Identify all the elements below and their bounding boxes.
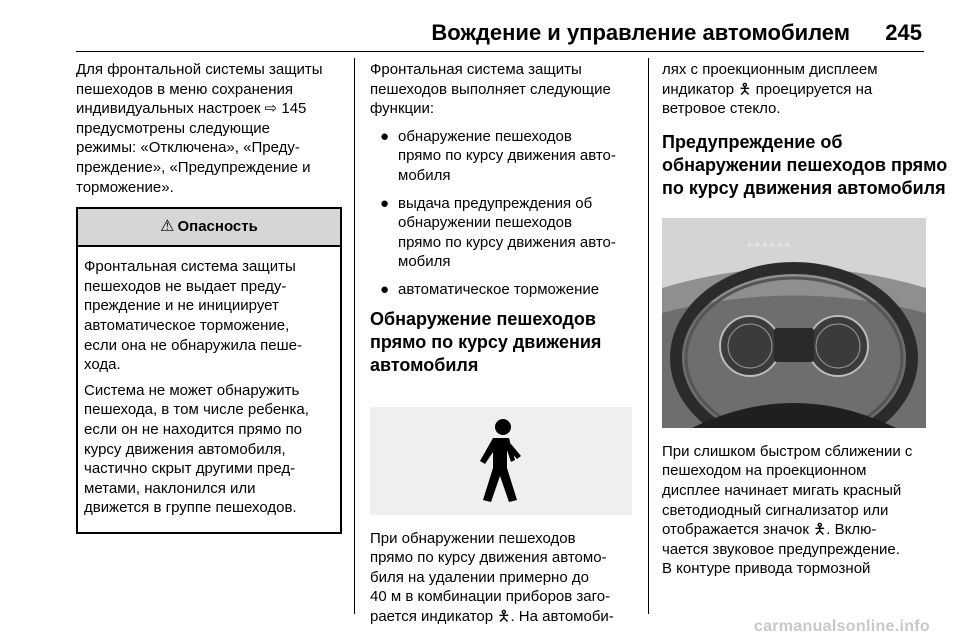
text-line: светодиодный сигнализатор или: [662, 501, 889, 519]
watermark: carmanualsonline.info: [753, 618, 930, 635]
danger-header: [78, 209, 340, 247]
text-line: частично скрыт другими пред-: [84, 460, 296, 478]
text-line: автоматическое торможение: [398, 280, 600, 298]
text-line: При обнаружении пешеходов: [370, 529, 576, 547]
list-item: [370, 280, 642, 300]
text-line: автоматическое торможение,: [84, 316, 290, 334]
text-line: индикатор 🯅 проецируется на: [662, 80, 873, 98]
paragraph: [370, 529, 642, 627]
pedestrian-icon: [471, 416, 531, 506]
heading-line: обнаружении пешеходов прямо: [662, 154, 948, 175]
heading-line: Предупреждение об: [662, 131, 843, 152]
paragraph: [662, 442, 928, 579]
list-item: [370, 127, 642, 186]
text-line: обнаружение пешеходов: [398, 127, 572, 145]
page-header: [0, 0, 960, 52]
text-line: функции:: [370, 100, 435, 118]
text-line: отображается значок 🯅. Вклю-: [662, 521, 877, 539]
text-line: Для фронтальной системы защиты: [76, 61, 323, 78]
text-line: пешеходов выполняет следующие: [370, 80, 611, 98]
text-line: преждение и не инициирует: [84, 297, 279, 315]
column-middle: [370, 60, 642, 627]
text-line: мобиля: [398, 253, 451, 271]
text-line: индивидуальных настроек ⇨ 145: [76, 100, 307, 118]
text-line: дисплее начинает мигать красный: [662, 481, 902, 499]
text-line: выдача предупреждения об: [398, 194, 593, 212]
heading-line: прямо по курсу движения: [370, 331, 602, 352]
danger-paragraph: [84, 257, 334, 375]
text-line: 40 м в комбинации приборов заго-: [370, 588, 611, 606]
text-line: курсу движения автомобиля,: [84, 440, 286, 458]
danger-title: Опасность: [177, 218, 258, 236]
text-line: если он не находится прямо по: [84, 420, 303, 438]
column-divider: [648, 58, 649, 614]
text-line: прямо по курсу движения автомо-: [370, 549, 607, 567]
text-line: хода.: [84, 356, 121, 374]
intro-paragraph: [370, 60, 642, 119]
page-title: Вождение и управление автомобилем: [431, 20, 850, 45]
text-line: Фронтальная система защиты: [370, 61, 582, 78]
text-line: мобиля: [398, 166, 451, 184]
text-line: пешехода, в том числе ребенка,: [84, 401, 309, 419]
dashboard-drawing: [662, 218, 926, 428]
header-divider: [76, 51, 924, 52]
danger-body: [78, 247, 340, 532]
text-line: обнаружении пешеходов: [398, 214, 572, 232]
text-line: пешеходом на проекционном: [662, 462, 867, 480]
heading-line: Обнаружение пешеходов: [370, 308, 596, 329]
section-heading: [370, 308, 642, 377]
text-line: Система не может обнаружить: [84, 381, 300, 399]
text-line: В контуре привода тормозной: [662, 560, 871, 578]
pedestrian-indicator-figure: [370, 407, 632, 515]
heading-line: автомобиля: [370, 354, 479, 375]
text-line: При слишком быстром сближении с: [662, 442, 913, 460]
text-line: ветровое стекло.: [662, 100, 781, 118]
danger-paragraph: [84, 381, 334, 518]
text-line: предусмотрены следующие: [76, 119, 271, 137]
text-line: пешеходов не выдает преду-: [84, 277, 287, 295]
text-line: пешеходов в меню сохранения: [76, 80, 294, 98]
list-item: [370, 194, 642, 272]
heading-line: по курсу движения автомобиля: [662, 177, 946, 198]
column-left: [76, 60, 344, 534]
column-divider: [354, 58, 355, 614]
text-line: движется в группе пешеходов.: [84, 499, 297, 517]
text-line: преждение», «Предупреждение и: [76, 158, 311, 176]
text-line: метами, наклонился или: [84, 479, 256, 497]
text-line: прямо по курсу движения авто-: [398, 233, 616, 251]
text-line: чается звуковое предупреждение.: [662, 540, 900, 558]
text-line: если она не обнаружила пеше-: [84, 336, 302, 354]
text-line: Фронтальная система защиты: [84, 258, 296, 276]
danger-notice: [76, 207, 342, 534]
bullet-icon: ●: [380, 127, 390, 145]
warning-triangle-icon: ⚠: [160, 218, 175, 236]
function-list: [370, 127, 642, 300]
svg-text:✶✶✶✶✶✶: ✶✶✶✶✶✶: [746, 240, 792, 251]
text-line: режимы: «Отключена», «Преду-: [76, 139, 300, 157]
intro-paragraph: [662, 60, 928, 119]
section-heading: [662, 131, 948, 200]
text-line: прямо по курсу движения авто-: [398, 147, 616, 165]
text-line: торможение».: [76, 178, 174, 196]
column-right: [662, 60, 948, 579]
text-line: рается индикатор 🯅. На автомоби-: [370, 607, 614, 625]
text-line: лях с проекционным дисплеем: [662, 61, 878, 78]
text-line: биля на удалении примерно до: [370, 568, 589, 586]
page-number: 245: [885, 20, 922, 45]
dashboard-illustration: [662, 218, 926, 428]
intro-paragraph: [76, 60, 344, 197]
bullet-icon: ●: [380, 194, 390, 212]
bullet-icon: ●: [380, 280, 390, 298]
